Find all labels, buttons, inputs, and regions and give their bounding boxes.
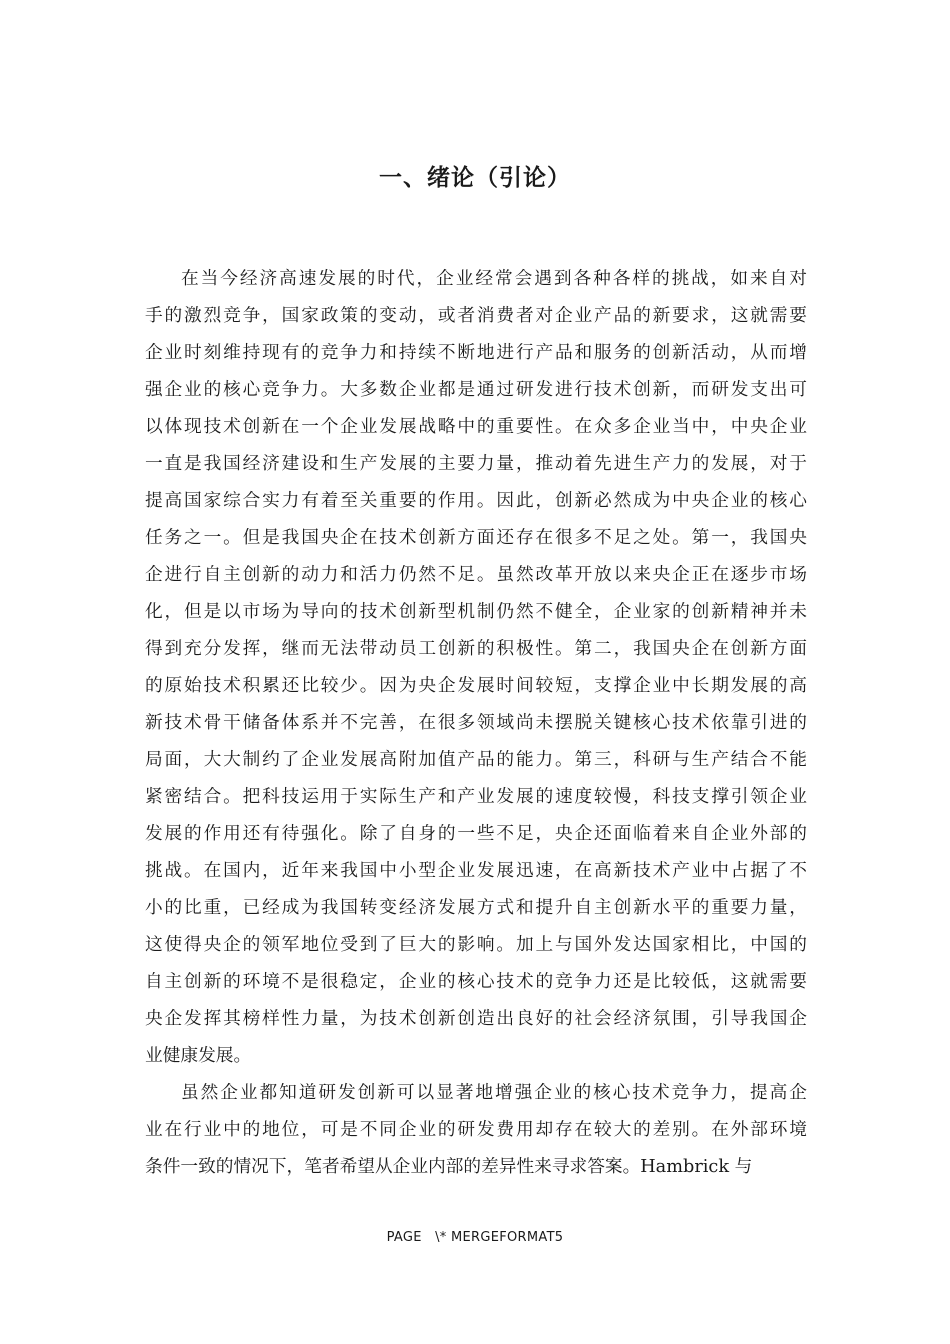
text-line: 企进行自主创新的动力和活力仍然不足。虽然改革开放以来央企正在逐步市场 [145,565,807,585]
text-line: 这使得央企的领军地位受到了巨大的影响。加上与国外发达国家相比，中国的 [145,935,807,955]
text-line: 得到充分发挥，继而无法带动员工创新的积极性。第二，我国央企在创新方面 [145,639,807,659]
text-line: 提高国家综合实力有着至关重要的作用。因此，创新必然成为中央企业的核心 [145,491,807,511]
text-line: 央企发挥其榜样性力量，为技术创新创造出良好的社会经济氛围，引导我国企 [145,1009,807,1029]
text-line: 企业时刻维持现有的竞争力和持续不断地进行产品和服务的创新活动，从而增 [145,343,807,363]
text-line: 的原始技术积累还比较少。因为央企发展时间较短，支撑企业中长期发展的高 [145,676,807,696]
text-line: 条件一致的情况下，笔者希望从企业内部的差异性来寻求答案。Hambrick 与 [145,1157,753,1177]
text-line: 虽然企业都知道研发创新可以显著地增强企业的核心技术竞争力，提高企 [181,1083,807,1103]
text-line: 紧密结合。把科技运用于实际生产和产业发展的速度较慢，科技支撑引领企业 [145,787,807,807]
paragraph-2 [145,1075,807,1186]
text-line: 局面，大大制约了企业发展高附加值产品的能力。第三，科研与生产结合不能 [145,750,807,770]
text-line: 业健康发展。 [145,1046,252,1066]
body-text [145,261,807,1186]
section-heading: 一、绪论（引论） [379,165,571,191]
text-line: 在当今经济高速发展的时代，企业经常会遇到各种各样的挑战，如来自对 [181,269,807,289]
text-line: 发展的作用还有待强化。除了自身的一些不足，央企还面临着来自企业外部的 [145,824,807,844]
page-footer: PAGE \* MERGEFORMAT5 [386,1230,564,1245]
text-line: 业在行业中的地位，可是不同企业的研发费用却存在较大的差别。在外部环境 [145,1120,807,1140]
text-line: 任务之一。但是我国央企在技术创新方面还存在很多不足之处。第一，我国央 [145,528,807,548]
text-line: 化，但是以市场为导向的技术创新型机制仍然不健全，企业家的创新精神并未 [145,602,807,622]
text-line: 自主创新的环境不是很稳定，企业的核心技术的竞争力还是比较低，这就需要 [145,972,807,992]
text-line: 新技术骨干储备体系并不完善，在很多领域尚未摆脱关键核心技术依靠引进的 [145,713,807,733]
text-line: 强企业的核心竞争力。大多数企业都是通过研发进行技术创新，而研发支出可 [145,380,807,400]
text-line: 以体现技术创新在一个企业发展战略中的重要性。在众多企业当中，中央企业 [145,417,807,437]
text-line: 小的比重，已经成为我国转变经济发展方式和提升自主创新水平的重要力量， [145,898,807,918]
text-line: 手的激烈竞争，国家政策的变动，或者消费者对企业产品的新要求，这就需要 [145,306,807,326]
text-line: 挑战。在国内，近年来我国中小型企业发展迅速，在高新技术产业中占据了不 [145,861,807,881]
paragraph-1 [145,261,807,1075]
text-line: 一直是我国经济建设和生产发展的主要力量，推动着先进生产力的发展，对于 [145,454,807,474]
